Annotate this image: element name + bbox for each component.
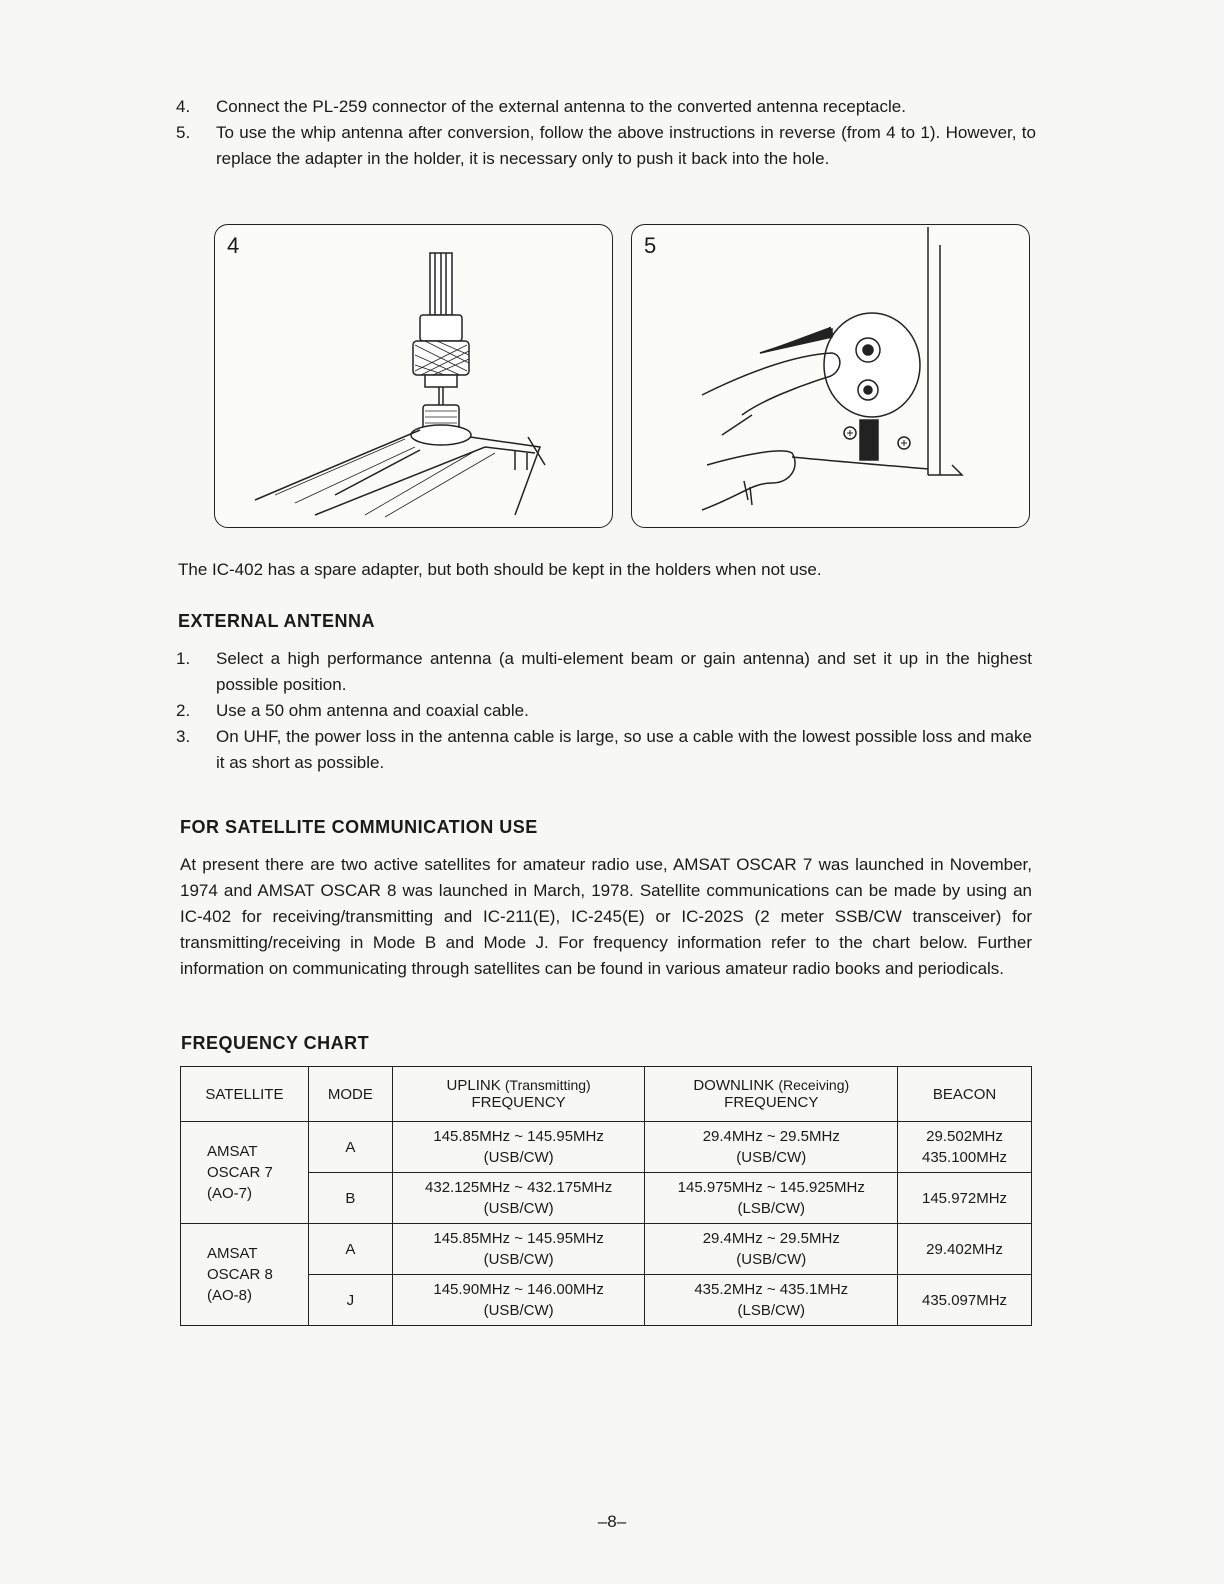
satellite-name-line: OSCAR 7	[207, 1164, 273, 1181]
header-downlink-title: DOWNLINK	[693, 1077, 775, 1094]
list-text: Select a high performance antenna (a multi-element beam or gain antenna) and set it up in the highest possible position.	[216, 649, 1032, 694]
satellite-name-line: OSCAR 8	[207, 1266, 273, 1283]
downlink-mode: (LSB/CW)	[737, 1200, 805, 1217]
list-text: On UHF, the power loss in the antenna cable is large, so use a cable with the lowest possible loss and make it as short as possible.	[216, 727, 1032, 772]
external-antenna-heading: EXTERNAL ANTENNA	[178, 611, 376, 631]
header-downlink-sub: (Receiving)	[778, 1077, 850, 1093]
table-header-row	[181, 1067, 1032, 1122]
step-text: Connect the PL-259 connector of the external antenna to the converted antenna receptacle.	[216, 97, 906, 116]
spare-adapter-note: The IC-402 has a spare adapter, but both should be kept in the holders when not use.	[178, 560, 822, 579]
table-row	[181, 1122, 1032, 1173]
uplink-cell	[392, 1275, 645, 1326]
uplink-mode: (USB/CW)	[483, 1200, 554, 1217]
table-row	[181, 1275, 1032, 1326]
beacon-cell	[898, 1122, 1032, 1173]
figure-label: 4	[227, 233, 240, 258]
list-item	[176, 698, 1032, 724]
downlink-cell	[645, 1122, 898, 1173]
frequency-chart-heading: FREQUENCY CHART	[181, 1033, 370, 1053]
satellite-name-line: AMSAT	[207, 1245, 258, 1262]
uplink-mode: (USB/CW)	[483, 1149, 554, 1166]
beacon-cell: 145.972MHz	[898, 1173, 1032, 1224]
header-uplink	[392, 1067, 645, 1122]
uplink-cell	[392, 1173, 645, 1224]
downlink-mode: (USB/CW)	[736, 1149, 807, 1166]
uplink-range: 145.90MHz ~ 146.00MHz	[433, 1281, 604, 1298]
page-number: –8–	[597, 1512, 627, 1531]
satellite-paragraph: At present there are two active satellites for amateur radio use, AMSAT OSCAR 7 was launched in November, 1974 and AMSAT OSCAR 8 was launched in March, 1978. Satellite communications can be made by using an IC-402 for receiving/transmitting and IC-211(E), IC-245(E) or IC-202S (2 meter SSB/CW transceiver) for transmitting/receiving in Mode B and Mode J. For frequency information refer to the chart below. Further information on communicating through satellites can be found in various amateur radio books and periodicals.	[180, 855, 1032, 978]
pl259-connector-illustration	[215, 225, 612, 527]
uplink-mode: (USB/CW)	[483, 1302, 554, 1319]
header-uplink-sub: (Transmitting)	[504, 1077, 591, 1093]
header-uplink-freq: FREQUENCY	[471, 1094, 566, 1111]
satellite-cell	[181, 1224, 309, 1326]
downlink-mode: (LSB/CW)	[737, 1302, 805, 1319]
downlink-range: 29.4MHz ~ 29.5MHz	[702, 1128, 840, 1145]
uplink-range: 145.85MHz ~ 145.95MHz	[433, 1230, 604, 1247]
external-antenna-list	[176, 646, 1032, 776]
list-text: Use a 50 ohm antenna and coaxial cable.	[216, 701, 529, 720]
beacon-value: 435.100MHz	[922, 1149, 1008, 1166]
satellite-name-line: (AO-8)	[207, 1287, 252, 1304]
downlink-cell	[645, 1173, 898, 1224]
list-number: 2.	[176, 701, 191, 720]
header-downlink	[645, 1067, 898, 1122]
downlink-range: 145.975MHz ~ 145.925MHz	[677, 1179, 865, 1196]
beacon-cell: 435.097MHz	[898, 1275, 1032, 1326]
step-item	[176, 120, 1036, 172]
step-text: To use the whip antenna after conversion, follow the above instructions in reverse (from 4 to 1). However, to replace the adapter in the holder, it is necessary only to push it back into the hole.	[216, 123, 1036, 168]
downlink-mode: (USB/CW)	[736, 1251, 807, 1268]
mode-cell: A	[308, 1224, 392, 1275]
uplink-range: 432.125MHz ~ 432.175MHz	[425, 1179, 613, 1196]
header-uplink-title: UPLINK	[446, 1077, 501, 1094]
beacon-cell: 29.402MHz	[898, 1224, 1032, 1275]
satellite-cell	[181, 1122, 309, 1224]
conversion-steps	[176, 94, 1036, 172]
list-number: 3.	[176, 727, 191, 746]
step-item	[176, 94, 1036, 120]
figure-4-connector	[214, 224, 613, 528]
downlink-range: 29.4MHz ~ 29.5MHz	[702, 1230, 840, 1247]
downlink-cell	[645, 1275, 898, 1326]
step-number: 4.	[176, 97, 191, 116]
mode-cell: J	[308, 1275, 392, 1326]
header-mode: MODE	[308, 1067, 392, 1122]
frequency-table	[180, 1066, 1032, 1326]
table-row	[181, 1173, 1032, 1224]
adapter-insertion-illustration	[632, 225, 1029, 527]
uplink-cell	[392, 1224, 645, 1275]
downlink-range: 435.2MHz ~ 435.1MHz	[694, 1281, 849, 1298]
list-number: 1.	[176, 649, 191, 668]
uplink-mode: (USB/CW)	[483, 1251, 554, 1268]
step-number: 5.	[176, 123, 191, 142]
figure-5-adapter-holder	[631, 224, 1030, 528]
mode-cell: B	[308, 1173, 392, 1224]
table-row	[181, 1224, 1032, 1275]
header-downlink-freq: FREQUENCY	[724, 1094, 819, 1111]
mode-cell: A	[308, 1122, 392, 1173]
satellite-name-line: (AO-7)	[207, 1185, 252, 1202]
list-item	[176, 646, 1032, 698]
uplink-cell	[392, 1122, 645, 1173]
figure-label: 5	[644, 233, 657, 258]
downlink-cell	[645, 1224, 898, 1275]
uplink-range: 145.85MHz ~ 145.95MHz	[433, 1128, 604, 1145]
satellite-name-line: AMSAT	[207, 1143, 258, 1160]
satellite-heading: FOR SATELLITE COMMUNICATION USE	[180, 817, 538, 837]
list-item	[176, 724, 1032, 776]
beacon-value: 29.502MHz	[926, 1128, 1003, 1145]
header-beacon: BEACON	[898, 1067, 1032, 1122]
header-satellite: SATELLITE	[181, 1067, 309, 1122]
